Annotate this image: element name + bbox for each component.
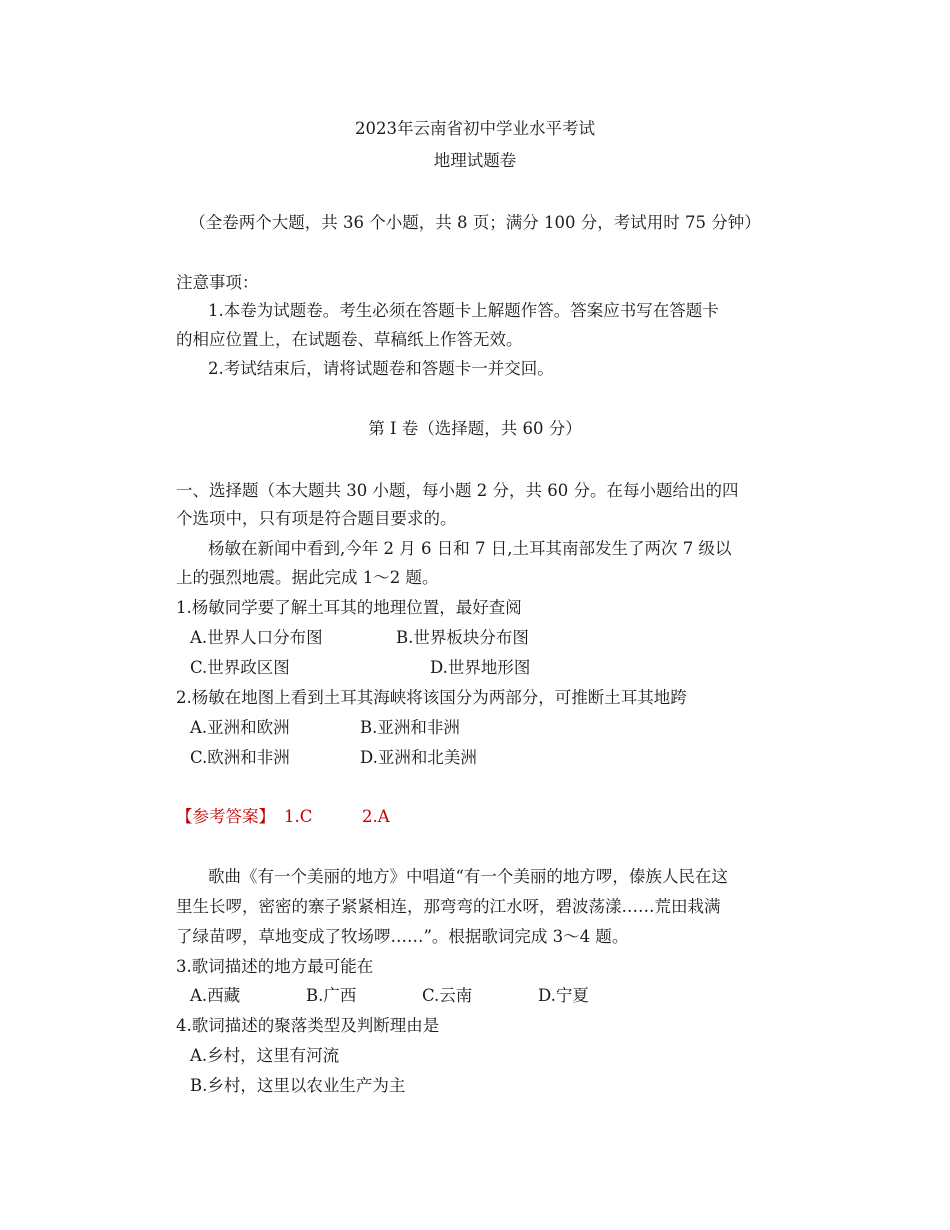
q1-option-d: D.世界地形图 bbox=[430, 658, 531, 677]
answer-label: 【参考答案】 bbox=[176, 807, 275, 826]
q2-option-a: A.亚洲和欧洲 bbox=[190, 718, 290, 737]
answer-2: 2.A bbox=[362, 807, 390, 826]
q1-option-b: B.世界板块分布图 bbox=[396, 628, 529, 647]
section-title: 第 I 卷（选择题，共 60 分） bbox=[368, 419, 582, 438]
group2-stem-line-3: 了绿苗啰，草地变成了牧场啰……”。根据歌词完成 3～4 题。 bbox=[176, 927, 629, 946]
note-item-1-line-1: 1.本卷为试题卷。考生必须在答题卡上解题作答。答案应书写在答题卡 bbox=[208, 301, 719, 320]
q3-option-d: D.宁夏 bbox=[538, 986, 589, 1005]
question-2: 2.杨敏在地图上看到土耳其海峡将该国分为两部分，可推断土耳其地跨 bbox=[176, 688, 687, 707]
q2-option-c: C.欧洲和非洲 bbox=[190, 748, 290, 767]
q1-option-a: A.世界人口分布图 bbox=[190, 628, 323, 647]
q2-option-d: D.亚洲和北美洲 bbox=[360, 748, 477, 767]
group1-stem-line-2: 上的强烈地震。据此完成 1～2 题。 bbox=[176, 568, 439, 587]
note-item-2: 2.考试结束后，请将试题卷和答题卡一并交回。 bbox=[208, 359, 554, 378]
group1-stem-line-1: 杨敏在新闻中看到,今年 2 月 6 日和 7 日,土耳其南部发生了两次 7 级以 bbox=[208, 539, 732, 558]
note-item-1-line-2: 的相应位置上，在试题卷、草稿纸上作答无效。 bbox=[176, 330, 523, 349]
q3-option-b: B.广西 bbox=[306, 986, 357, 1005]
q1-option-c: C.世界政区图 bbox=[190, 658, 290, 677]
q4-option-b: B.乡村，这里以农业生产为主 bbox=[190, 1076, 406, 1095]
group2-stem-line-2: 里生长啰，密密的寨子紧紧相连，那弯弯的江水呀，碧波荡漾……荒田栽满 bbox=[176, 897, 721, 916]
answer-1: 1.C bbox=[284, 807, 313, 826]
question-4: 4.歌词描述的聚落类型及判断理由是 bbox=[176, 1016, 440, 1035]
q4-option-a: A.乡村，这里有河流 bbox=[190, 1046, 340, 1065]
exam-subtitle: 地理试题卷 bbox=[433, 151, 517, 170]
q3-option-c: C.云南 bbox=[422, 986, 473, 1005]
q3-option-a: A.西藏 bbox=[190, 986, 241, 1005]
section-intro-line-1: 一、选择题（本大题共 30 小题，每小题 2 分，共 60 分。在每小题给出的四 bbox=[176, 481, 739, 500]
question-1: 1.杨敏同学要了解土耳其的地理位置，最好查阅 bbox=[176, 598, 522, 617]
group2-stem-line-1: 歌曲《有一个美丽的地方》中唱道“有一个美丽的地方啰，傣族人民在这 bbox=[208, 867, 728, 886]
section-intro-line-2: 个选项中，只有项是符合题目要求的。 bbox=[176, 509, 457, 528]
question-3: 3.歌词描述的地方最可能在 bbox=[176, 957, 374, 976]
exam-info: （全卷两个大题，共 36 个小题，共 8 页；满分 100 分，考试用时 75 分钟） bbox=[189, 213, 761, 232]
exam-title: 2023年云南省初中学业水平考试 bbox=[355, 119, 595, 138]
q2-option-b: B.亚洲和非洲 bbox=[360, 718, 460, 737]
notes-heading: 注意事项： bbox=[176, 273, 259, 292]
